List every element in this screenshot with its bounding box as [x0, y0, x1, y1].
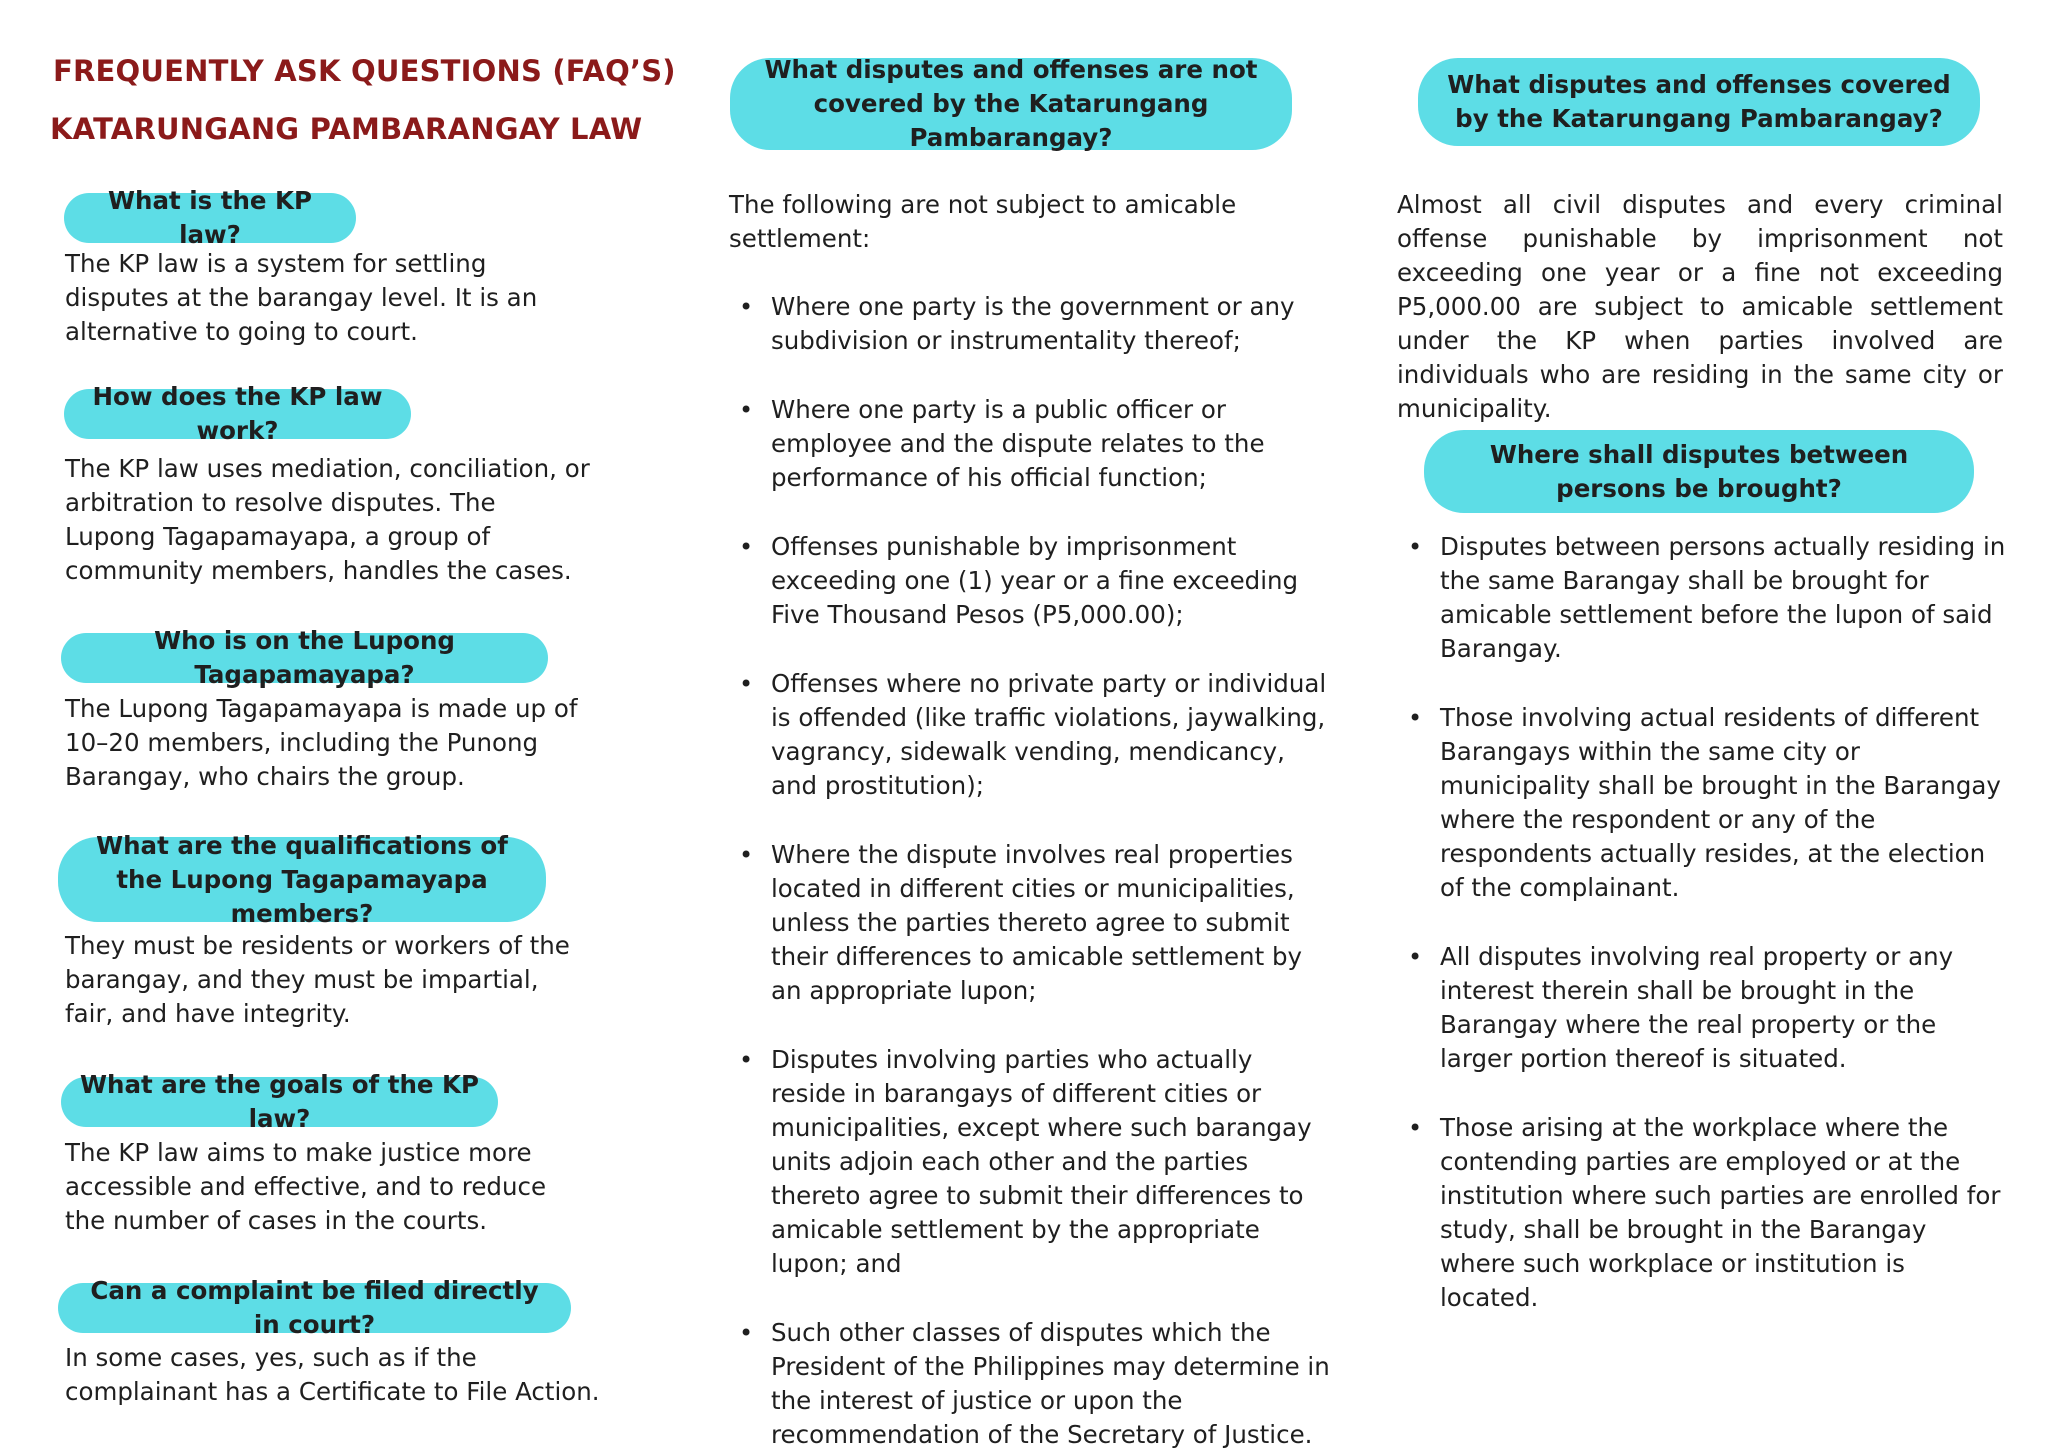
list-item: • All disputes involving real property or any interest therein shall be brought in the Barangay where the real property or the larger portion thereof is situated. [1398, 940, 2008, 1076]
list-item: • Such other classes of disputes which the President of the Philippines may determine in the interest of justice or upon the recommendation of the Secretary of Justice. [729, 1316, 1334, 1452]
faq-answer-qualifications: They must be residents or workers of the barangay, and they must be impartial, fair, and have integrity. [65, 931, 570, 1028]
faq-answer-how-kp-works: The KP law uses mediation, conciliation, or arbitration to resolve disputes. The Lupong Tagapamayapa, a group of community members, handles the cases. [65, 454, 590, 585]
faq-answer-goals: The KP law aims to make justice more accessible and effective, and to reduce the number of cases in the courts. [65, 1138, 547, 1235]
page-title-line1: FREQUENTLY ASK QUESTIONS (FAQ’S) [53, 54, 676, 88]
venue-question: Where shall disputes between persons be brought? [1424, 430, 1974, 513]
faq-question-qualifications: What are the qualifications of the Lupong Tagapamayapa members? [58, 837, 546, 922]
list-item: • Where one party is the government or any subdivision or instrumentality thereof; [729, 290, 1334, 358]
not-covered-question: What disputes and offenses are not covered by the Katarungang Pambarangay? [730, 58, 1292, 150]
faq-answer-lupon-members: The Lupong Tagapamayapa is made up of 10–20 members, including the Punong Barangay, who chairs the group. [65, 694, 578, 791]
list-item: • Disputes between persons actually residing in the same Barangay shall be brought for amicable settlement before the lupon of said Barangay. [1398, 530, 2008, 666]
list-item: • Offenses punishable by imprisonment exceeding one (1) year or a fine exceeding Five Thousand Pesos (P5,000.00); [729, 530, 1334, 632]
list-item: • Offenses where no private party or individual is offended (like traffic violations, jaywalking, vagrancy, sidewalk vending, mendicancy, and prostitution); [729, 667, 1334, 803]
faq-question-lupon-members: Who is on the Lupong Tagapamayapa? [61, 633, 548, 683]
faq-question-goals: What are the goals of the KP law? [61, 1077, 498, 1127]
list-item: • Where the dispute involves real properties located in different cities or municipalities, unless the parties thereto agree to submit their differences to amicable settlement by an appropriate lupon; [729, 838, 1334, 1008]
faq-answer-file-in-court: In some cases, yes, such as if the complainant has a Certificate to File Action. [65, 1343, 600, 1406]
venue-list [1398, 530, 2008, 1315]
faq-answer-what-is-kp: The KP law is a system for settling disputes at the barangay level. It is an alternative to going to court. [65, 249, 538, 346]
faq-question-what-is-kp: What is the KP law? [64, 193, 356, 243]
page-title-line2: KATARUNGANG PAMBARANGAY LAW [50, 112, 643, 146]
list-item: • Those arising at the workplace where the contending parties are employed or at the institution where such parties are enrolled for study, shall be brought in the Barangay where such workplace or institution is located. [1398, 1111, 2008, 1315]
not-covered-list [729, 290, 1334, 1452]
covered-question: What disputes and offenses covered by the Katarungang Pambarangay? [1418, 58, 1980, 146]
not-covered-intro: The following are not subject to amicable settlement: [729, 190, 1237, 253]
list-item: • Where one party is a public officer or employee and the dispute relates to the performance of his official function; [729, 393, 1334, 495]
faq-question-file-in-court: Can a complaint be filed directly in court? [58, 1283, 571, 1333]
faq-question-how-kp-works: How does the KP law work? [64, 389, 411, 439]
list-item: • Those involving actual residents of different Barangays within the same city or municipality shall be brought in the Barangay where the respondent or any of the respondents actually resides, at the election of the complainant. [1398, 701, 2008, 905]
covered-answer: Almost all civil disputes and every criminal offense punishable by imprisonment not exceeding one year or a fine not exceeding P5,000.00 are subject to amicable settlement under the KP when parties involved are individuals who are residing in the same city or municipality. [1397, 190, 2003, 423]
list-item: • Disputes involving parties who actually reside in barangays of different cities or municipalities, except where such barangay units adjoin each other and the parties thereto agree to submit their differences to amicable settlement by the appropriate lupon; and [729, 1043, 1334, 1281]
